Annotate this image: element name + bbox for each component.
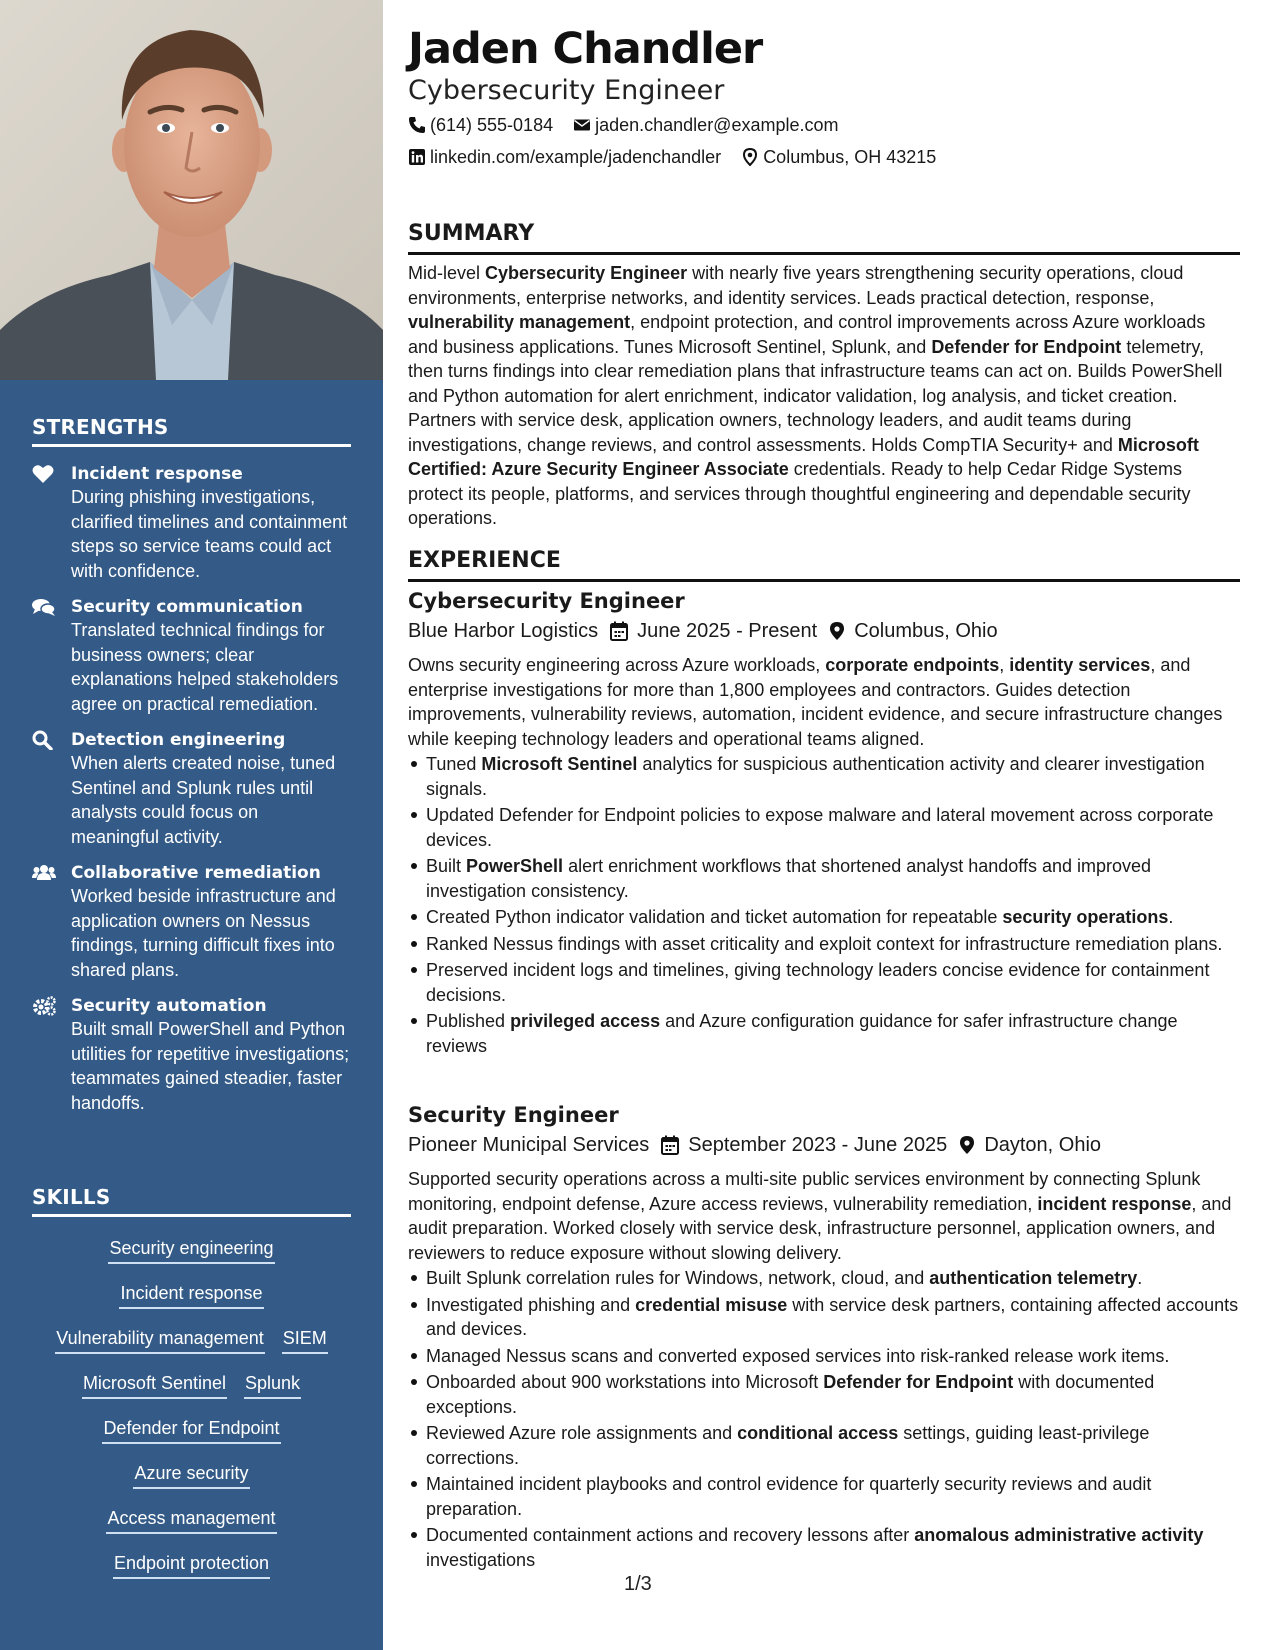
bullet-item: Investigated phishing and credential misuse with service desk partners, containing affected accounts and devices.: [408, 1293, 1240, 1342]
chat-icon: [32, 597, 56, 617]
strengths-section: [32, 415, 351, 1115]
skill-row: [32, 1313, 351, 1358]
bullet-item: Tuned Microsoft Sentinel analytics for suspicious authentication activity and clearer investigation signals.: [408, 752, 1240, 801]
job-dates: June 2025 - Present: [637, 620, 818, 642]
strength-item: [32, 862, 351, 982]
job-title: Security Engineer: [408, 1103, 619, 1127]
linkedin-contact[interactable]: [408, 145, 721, 169]
summary-segment: , endpoint protection, and control improvements across Azure workloads and business applications. Tunes Microsoft Sentinel, Splunk, and: [408, 312, 1206, 357]
desc-segment: identity services: [1009, 655, 1151, 675]
bullet-item: Documented containment actions and recovery lessons after anomalous administrative activity investigations: [408, 1523, 1240, 1572]
bullet-item: Reviewed Azure role assignments and conditional access settings, guiding least-privilege corrections.: [408, 1421, 1240, 1470]
sidebar: [0, 0, 383, 1650]
job-entry: [408, 587, 1240, 1060]
bullet-item: Managed Nessus scans and converted exposed services into risk-ranked release work items.: [408, 1344, 1240, 1369]
linkedin-icon: [408, 148, 426, 166]
desc-segment: corporate endpoints: [825, 655, 1000, 675]
calendar-icon: [610, 621, 628, 641]
contact-line-2: [408, 145, 936, 169]
desc-segment: , and enterprise investigations for more than 1,800 employees and contractors. Guides detection improvements, vulnerability reviews, automation, incident evidence, and secure infrastructure changes while keeping technology leaders and operational teams aligned.: [408, 655, 1223, 749]
strength-desc: Translated technical findings for business owners; clear explanations helped stakeholders agree on practical remediation.: [71, 620, 339, 714]
page-number: 1/3: [624, 1573, 652, 1595]
skill-tag: Endpoint protection: [113, 1552, 270, 1579]
candidate-title: Cybersecurity Engineer: [408, 75, 725, 106]
job-location: Columbus, Ohio: [854, 620, 998, 642]
desc-segment: Supported security operations across a multi-site public services environment by connecting Splunk monitoring, endpoint defense, Azure access reviews, vulnerability remediation,: [408, 1169, 1201, 1214]
contact-line-1: [408, 113, 839, 137]
bullet-item: Maintained incident playbooks and control evidence for quarterly security reviews and audit preparation.: [408, 1472, 1240, 1521]
bullet-item: Onboarded about 900 workstations into Microsoft Defender for Endpoint with documented exceptions.: [408, 1370, 1240, 1419]
skill-row: [32, 1268, 351, 1313]
skills-list: [32, 1217, 351, 1583]
skill-row: [32, 1223, 351, 1268]
strength-desc: When alerts created noise, tuned Sentinel and Splunk rules until analysts could focus on meaningful activity.: [71, 753, 336, 847]
email-contact[interactable]: [573, 113, 838, 137]
strength-title: Security automation: [71, 996, 267, 1016]
strength-desc: Worked beside infrastructure and application owners on Nessus findings, turning difficult fixes into shared plans.: [71, 886, 336, 980]
skills-heading: SKILLS: [32, 1185, 351, 1217]
skills-section: [32, 1185, 351, 1583]
summary-segment: with nearly five years strengthening security operations, cloud environments, enterprise networks, and identity services. Leads practical detection, response,: [408, 263, 1184, 308]
map-pin-icon: [829, 621, 845, 641]
profile-photo: [0, 0, 383, 380]
strength-desc: Built small PowerShell and Python utilities for repetitive investigations; teammates gained steadier, faster handoffs.: [71, 1019, 350, 1113]
envelope-icon: [573, 116, 591, 134]
job-description: [408, 1167, 1240, 1265]
desc-segment: ,: [999, 655, 1010, 675]
heart-icon: [32, 464, 56, 484]
strength-item: [32, 729, 351, 849]
location-contact: [741, 145, 936, 169]
location-text: Columbus, OH 43215: [763, 147, 937, 167]
bullet-item: Ranked Nessus findings with asset criticality and exploit context for infrastructure remediation plans.: [408, 932, 1240, 957]
strength-item: [32, 596, 351, 716]
skill-tag: SIEM: [282, 1327, 328, 1354]
summary-segment: Cybersecurity Engineer: [485, 263, 688, 283]
job-company: Pioneer Municipal Services: [408, 1134, 650, 1156]
skill-tag: Vulnerability management: [55, 1327, 264, 1354]
skill-row: [32, 1403, 351, 1448]
bullet-item: Built PowerShell alert enrichment workflows that shortened analyst handoffs and improved investigation consistency.: [408, 854, 1240, 903]
skill-tag: Defender for Endpoint: [102, 1417, 280, 1444]
email-text[interactable]: jaden.chandler@example.com: [595, 115, 839, 135]
bullet-item: Published privileged access and Azure configuration guidance for safer infrastructure change reviews: [408, 1009, 1240, 1058]
skill-tag: Access management: [106, 1507, 276, 1534]
skill-row: [32, 1538, 351, 1583]
phone-contact: [408, 113, 553, 137]
job-meta: [408, 1132, 1240, 1158]
desc-segment: Owns security engineering across Azure workloads,: [408, 655, 826, 675]
skill-tag: Splunk: [244, 1372, 301, 1399]
candidate-name: Jaden Chandler: [408, 24, 763, 74]
summary-segment: vulnerability management: [408, 312, 631, 332]
search-icon: [32, 730, 56, 750]
skill-row: [32, 1358, 351, 1403]
summary-segment: Microsoft Certified: Azure Security Engineer Associate: [408, 434, 1199, 479]
job-bullets: [408, 752, 1240, 1058]
desc-segment: incident response: [1037, 1193, 1192, 1214]
desc-segment: , and audit preparation. Worked closely with service desk, infrastructure personnel, application owners, and reviewers to reduce exposure without slowing delivery.: [408, 1193, 1232, 1263]
phone-icon: [408, 116, 426, 134]
gears-icon: [32, 996, 56, 1016]
phone-text: (614) 555-0184: [430, 115, 554, 135]
job-dates: September 2023 - June 2025: [688, 1134, 948, 1156]
experience-heading: EXPERIENCE: [408, 547, 1240, 582]
bullet-item: Built Splunk correlation rules for Windows, network, cloud, and authentication telemetry.: [408, 1266, 1240, 1291]
bullet-item: Created Python indicator validation and ticket automation for repeatable security operations.: [408, 905, 1240, 930]
summary-segment: credentials. Ready to help Cedar Ridge Systems protect its people, platforms, and services through thoughtful engineering and dependable security operations.: [408, 459, 1191, 528]
job-entry: [408, 1101, 1240, 1574]
skill-tag: Azure security: [133, 1462, 249, 1489]
summary-segment: Mid-level: [408, 263, 486, 283]
summary-text: [408, 261, 1240, 531]
summary-segment: telemetry, then turns findings into clear remediation plans that infrastructure teams can act on. Builds PowerShell and Python automation for alert enrichment, indicator validation, log analysis, and ticket creation. Partners with service desk, application owners, technology leaders, and audit teams during investigations, change reviews, and control assessments. Holds CompTIA Security+ and: [408, 336, 1223, 455]
map-pin-icon: [741, 148, 759, 166]
skill-tag: Security engineering: [108, 1237, 274, 1264]
summary-segment: Defender for Endpoint: [931, 336, 1122, 357]
job-bullets: [408, 1266, 1240, 1572]
strength-desc: During phishing investigations, clarified timelines and containment steps so service teams could act with confidence.: [71, 487, 348, 581]
strengths-heading: STRENGTHS: [32, 415, 351, 447]
strength-title: Detection engineering: [71, 730, 286, 750]
job-company: Blue Harbor Logistics: [408, 620, 599, 642]
summary-heading: SUMMARY: [408, 220, 1240, 255]
linkedin-text[interactable]: linkedin.com/example/jadenchandler: [430, 147, 722, 167]
strength-title: Incident response: [71, 464, 243, 484]
job-description: [408, 653, 1240, 751]
strength-item: [32, 463, 351, 583]
skill-row: [32, 1448, 351, 1493]
map-pin-icon: [959, 1135, 975, 1155]
strength-item: [32, 995, 351, 1115]
job-location: Dayton, Ohio: [984, 1134, 1102, 1156]
skill-tag: Incident response: [119, 1282, 263, 1309]
users-icon: [32, 863, 56, 883]
skill-tag: Microsoft Sentinel: [82, 1372, 227, 1399]
bullet-item: Updated Defender for Endpoint policies to expose malware and lateral movement across corporate devices.: [408, 803, 1240, 852]
bullet-item: Preserved incident logs and timelines, giving technology leaders concise evidence for containment decisions.: [408, 958, 1240, 1007]
job-meta: [408, 618, 1240, 644]
strength-title: Security communication: [71, 597, 303, 617]
job-title: Cybersecurity Engineer: [408, 589, 685, 613]
skill-row: [32, 1493, 351, 1538]
strength-title: Collaborative remediation: [71, 863, 321, 883]
calendar-icon: [661, 1135, 679, 1155]
